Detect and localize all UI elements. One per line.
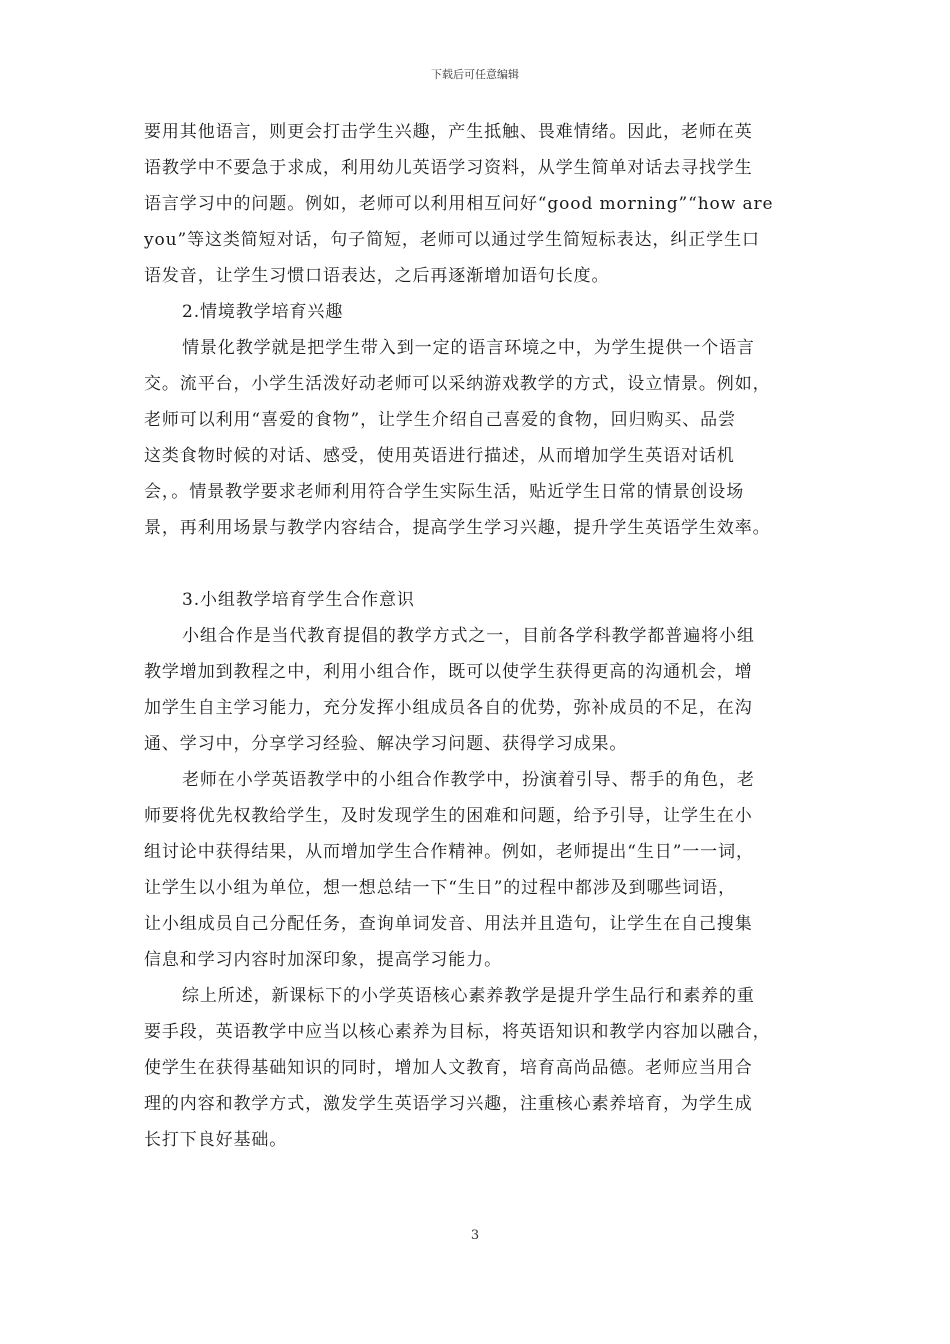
text-line: 理的内容和教学方式，激发学生英语学习兴趣，注重核心素养培育，为学生成 — [144, 1094, 753, 1114]
page-header: 下载后可任意编辑 — [431, 68, 519, 81]
text-line: 长打下良好基础。 — [144, 1130, 288, 1150]
text-line: 小组合作是当代教育提倡的教学方式之一，目前各学科教学都普遍将小组 — [182, 626, 755, 646]
text-line: 老师在小学英语教学中的小组合作教学中，扮演着引导、帮手的角色，老 — [182, 770, 755, 790]
text-line: 老师可以利用“喜爱的食物”，让学生介绍自己喜爱的食物，回归购买、品尝 — [144, 410, 736, 430]
text-line: 语发音，让学生习惯口语表达，之后再逐渐增加语句长度。 — [144, 266, 610, 286]
text-line: you”等这类简短对话，句子简短，老师可以通过学生简短标表达，纠正学生口 — [144, 230, 760, 250]
paragraph-spacer — [144, 546, 812, 582]
text-line: 师要将优先权教给学生，及时发现学生的困难和问题，给予引导，让学生在小 — [144, 806, 753, 826]
section-heading: 3.小组教学培育学生合作意识 — [182, 590, 415, 610]
text-line: 景，再利用场景与教学内容结合，提高学生学习兴趣，提升学生英语学生效率。 — [144, 518, 771, 538]
text-line: 会，。情景教学要求老师利用符合学生实际生活，贴近学生日常的情景创设场 — [144, 482, 745, 502]
text-line: 情景化教学就是把学生带入到一定的语言环境之中，为学生提供一个语言 — [182, 338, 755, 358]
text-line: 要用其他语言，则更会打击学生兴趣，产生抵触、畏难情绪。因此，老师在英 — [144, 122, 753, 142]
text-line: 让学生以小组为单位，想一想总结一下“生日”的过程中都涉及到哪些词语， — [144, 878, 736, 898]
page-number: 3 — [470, 1228, 480, 1243]
text-line: 语教学中不要急于求成，利用幼儿英语学习资料，从学生简单对话去寻找学生 — [144, 158, 753, 178]
text-line: 信息和学习内容时加深印象，提高学习能力。 — [144, 950, 502, 970]
text-line: 要手段，英语教学中应当以核心素养为目标，将英语知识和教学内容加以融合， — [144, 1022, 771, 1042]
text-line: 通、学习中，分享学习经验、解决学习问题、获得学习成果。 — [144, 734, 628, 754]
text-line: 让小组成员自己分配任务，查询单词发音、用法并且造句，让学生在自己搜集 — [144, 914, 753, 934]
text-line: 使学生在获得基础知识的同时，增加人文教育，培育高尚品德。老师应当用合 — [144, 1058, 753, 1078]
section-heading: 2.情境教学培育兴趣 — [182, 302, 344, 322]
text-line: 综上所述，新课标下的小学英语核心素养教学是提升学生品行和素养的重 — [182, 986, 755, 1006]
text-line: 这类食物时候的对话、感受，使用英语进行描述，从而增加学生英语对话机 — [144, 446, 735, 466]
text-line: 加学生自主学习能力，充分发挥小组成员各自的优势，弥补成员的不足，在沟 — [144, 698, 753, 718]
text-line: 交。流平台，小学生活泼好动老师可以采纳游戏教学的方式，设立情景。例如， — [144, 374, 771, 394]
text-line: 语言学习中的问题。例如，老师可以利用相互问好“good morning”“how are — [144, 194, 774, 214]
document-body — [144, 114, 812, 1158]
text-line: 教学增加到教程之中，利用小组合作，既可以使学生获得更高的沟通机会，增 — [144, 662, 753, 682]
text-line: 组讨论中获得结果，从而增加学生合作精神。例如，老师提出“生日”一一词， — [144, 842, 754, 862]
